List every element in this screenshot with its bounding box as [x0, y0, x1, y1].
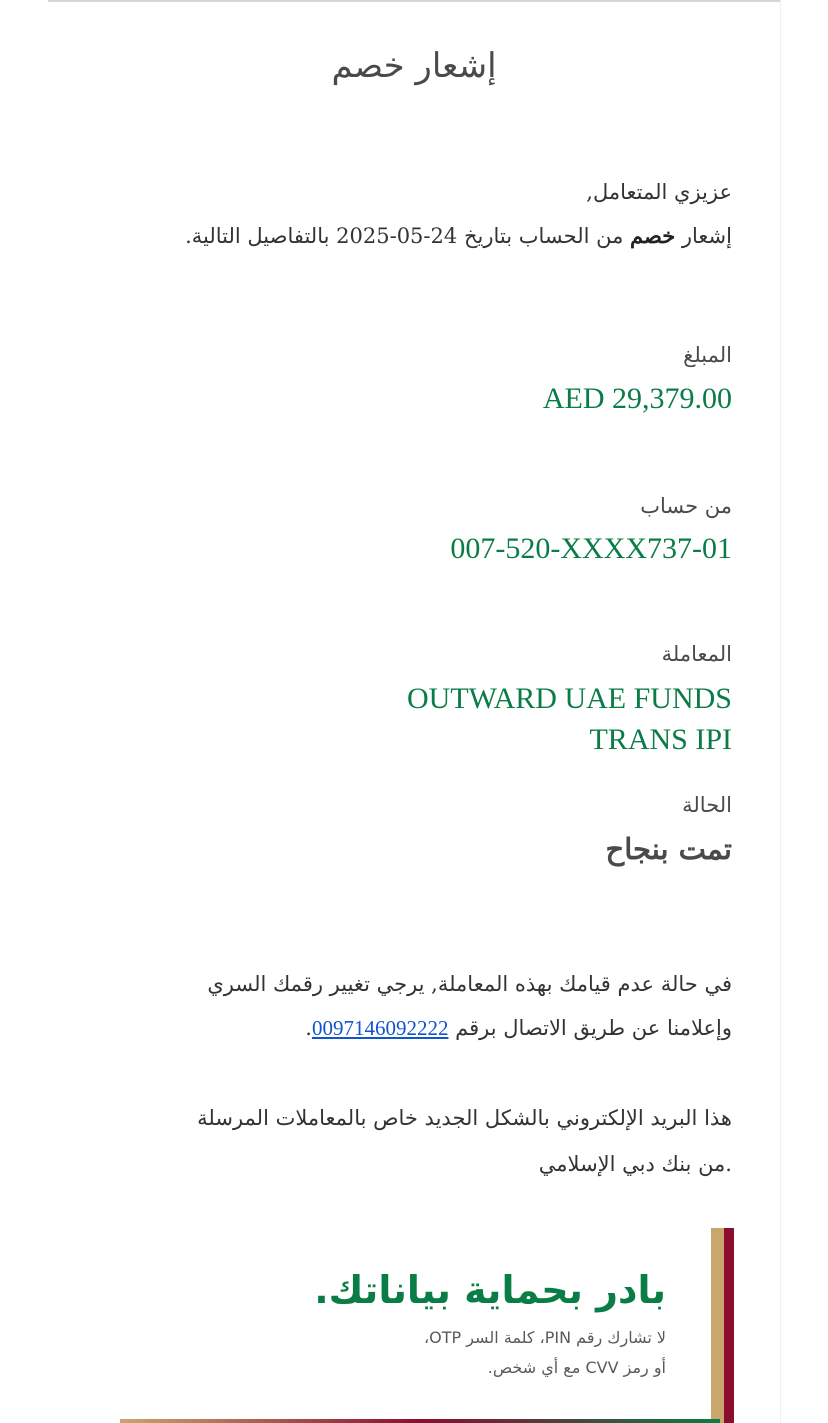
status-value: تمت بنجاح: [605, 832, 732, 866]
banner-line1: لا تشارك رقم PIN، كلمة السر OTP،: [423, 1328, 666, 1347]
footer-note-line2: .من بنك دبي الإسلامي: [538, 1152, 732, 1176]
security-banner[interactable]: [120, 1228, 734, 1423]
transaction-value-line2: TRANS IPI: [589, 723, 732, 756]
intro-suffix: من الحساب بتاريخ 24-05-2025 بالتفاصيل التالية.: [185, 224, 624, 248]
amount-label: المبلغ: [683, 343, 732, 367]
transaction-value-line1: OUTWARD UAE FUNDS: [406, 682, 732, 715]
account-value: 007-520-XXXX737-01: [450, 532, 732, 565]
warning-line2-text: وإعلامنا عن طريق الاتصال برقم: [455, 1016, 732, 1040]
status-label: الحالة: [682, 793, 732, 817]
banner-gold-stripe: [711, 1228, 724, 1423]
intro-text: [152, 213, 732, 259]
intro-prefix: إشعار: [681, 224, 732, 248]
banner-bottom-strip: [120, 1419, 720, 1423]
warning-period: .: [305, 1016, 312, 1040]
top-divider: [48, 0, 780, 2]
account-label: من حساب: [640, 494, 732, 518]
banner-red-stripe: [724, 1228, 734, 1423]
intro-bold: خصم: [630, 223, 676, 248]
banner-line2: أو رمز CVV مع أي شخص.: [487, 1358, 666, 1377]
greeting: عزيزي المتعامل,: [586, 180, 732, 204]
right-divider: [780, 0, 781, 1423]
warning-line2: [132, 1006, 732, 1051]
footer-note-line1: هذا البريد الإلكتروني بالشكل الجديد خاص بالمعاملات المرسلة: [197, 1106, 732, 1130]
banner-headline: بادر بحماية بياناتك.: [314, 1268, 666, 1312]
warning-line1: في حالة عدم قيامك بهذه المعاملة, يرجي تغيير رقمك السري: [207, 972, 732, 996]
amount-value: AED 29,379.00: [542, 382, 732, 415]
transaction-label: المعاملة: [661, 642, 732, 666]
page-title: إشعار خصم: [331, 46, 497, 86]
phone-link[interactable]: 0097146092222: [311, 1016, 449, 1040]
